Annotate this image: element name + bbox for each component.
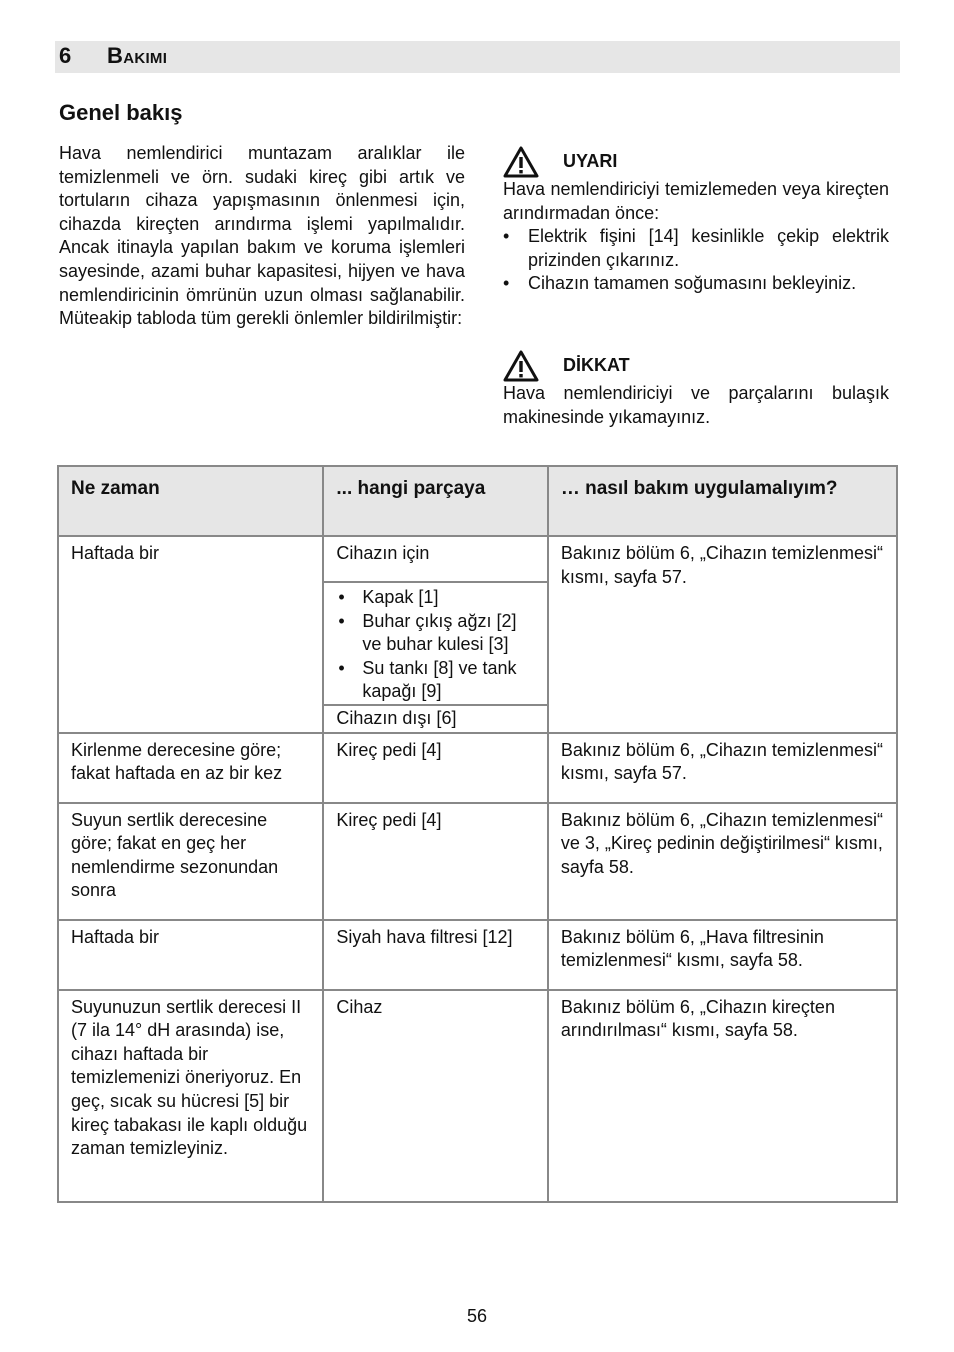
table-cell-when: Haftada bir [58, 536, 323, 733]
maintenance-table [57, 465, 898, 1203]
table-cell-how: Bakınız bölüm 6, „Cihazın temizlenmesi“ ve 3, „Kireç pedinin değiştirilmesi“ kısmı, sayfa 58. [548, 803, 897, 920]
caution-header [503, 348, 889, 382]
column-header-when: Ne zaman [58, 466, 323, 536]
table-cell-when: Haftada bir [58, 920, 323, 990]
warning-notice [503, 144, 889, 296]
table-cell-part: Kireç pedi [4] [323, 733, 547, 803]
section-title: Bakimi [107, 43, 168, 68]
table-cell-part: Cihazın dışı [6] [323, 705, 547, 733]
warning-text: Hava nemlendiriciyi temizlemeden veya kireçten arındırmadan önce: [503, 179, 889, 223]
warning-title: UYARI [563, 151, 618, 171]
table-cell-when: Suyun sertlik derecesine göre; fakat en geç her nemlendirme sezonundan sonra [58, 803, 323, 920]
subheading: Genel bakış [59, 100, 183, 125]
table-cell-when: Suyunuzun sertlik derecesi II (7 ila 14° dH arasında) ise, cihazı haftada bir temizlemenizi öneriyoruz. En geç, sıcak su hücresi [5] bir kireç tabakası ile kaplı olduğu zaman temizleyiniz. [58, 990, 323, 1202]
table-row [58, 990, 897, 1202]
column-header-how: … nasıl bakım uygulamalıyım? [548, 466, 897, 536]
warning-list [503, 225, 889, 296]
warning-triangle-icon [503, 350, 539, 382]
part-list-item: • Buhar çıkış ağzı [2] ve buhar kulesi [3] [336, 610, 534, 657]
column-header-part: ... hangi parçaya [323, 466, 547, 536]
table-cell-part [323, 582, 547, 705]
caution-text: Hava nemlendiriciyi ve parçalarını bulaşık makinesinde yıkamayınız. [503, 383, 889, 427]
table-cell-how: Bakınız bölüm 6, „Cihazın temizlenmesi“ kısmı, sayfa 57. [548, 733, 897, 803]
part-list-item: • Su tankı [8] ve tank kapağı [9] [336, 657, 534, 704]
table-row [58, 733, 897, 803]
table-cell-how: Bakınız bölüm 6, „Cihazın temizlenmesi“ kısmı, sayfa 57. [548, 536, 897, 733]
intro-paragraph: Hava nemlendirici muntazam aralıklar ile temizlenmeli ve örn. sudaki kireç gibi artık ve tortuların cihaza yapışmasının önlenmesi için, cihazda kireçten arındırma işlemi yapılmalıdır. Ancak itinayla yapılan bakım ve koruma işlemleri sayesinde, azami buhar kapasitesi, hijyen ve hava nemlendiricinin ömrünün uzun olması sağlanabilir. Müteakip tabloda tüm gerekli önlemler bildirilmiştir: [59, 143, 465, 329]
part-list-item: • Kapak [1] [336, 586, 534, 610]
table-row [58, 536, 897, 582]
warning-header [503, 144, 889, 178]
table-cell-when: Kirlenme derecesine göre; fakat haftada en az bir kez [58, 733, 323, 803]
table-cell-part: Siyah hava filtresi [12] [323, 920, 547, 990]
table-header-row [58, 466, 897, 536]
warning-triangle-icon [503, 146, 539, 178]
section-number: 6 [59, 43, 72, 68]
table-cell-part: Cihazın için [323, 536, 547, 582]
table-row [58, 803, 897, 920]
warning-list-item: • Elektrik fişini [14] kesinlikle çekip elektrik prizinden çıkarınız. [503, 225, 889, 272]
table-cell-how: Bakınız bölüm 6, „Cihazın kireçten arındırılması“ kısmı, sayfa 58. [548, 990, 897, 1202]
table-row [58, 920, 897, 990]
part-list [336, 586, 534, 704]
page-number: 56 [466, 1306, 488, 1326]
caution-title: DİKKAT [563, 355, 630, 375]
table-cell-part: Cihaz [323, 990, 547, 1202]
table-cell-how: Bakınız bölüm 6, „Hava filtresinin temizlenmesi“ kısmı, sayfa 58. [548, 920, 897, 990]
caution-notice [503, 348, 889, 429]
table-cell-part: Kireç pedi [4] [323, 803, 547, 920]
warning-list-item: • Cihazın tamamen soğumasını bekleyiniz. [503, 272, 889, 296]
section-header-bar [55, 41, 900, 73]
